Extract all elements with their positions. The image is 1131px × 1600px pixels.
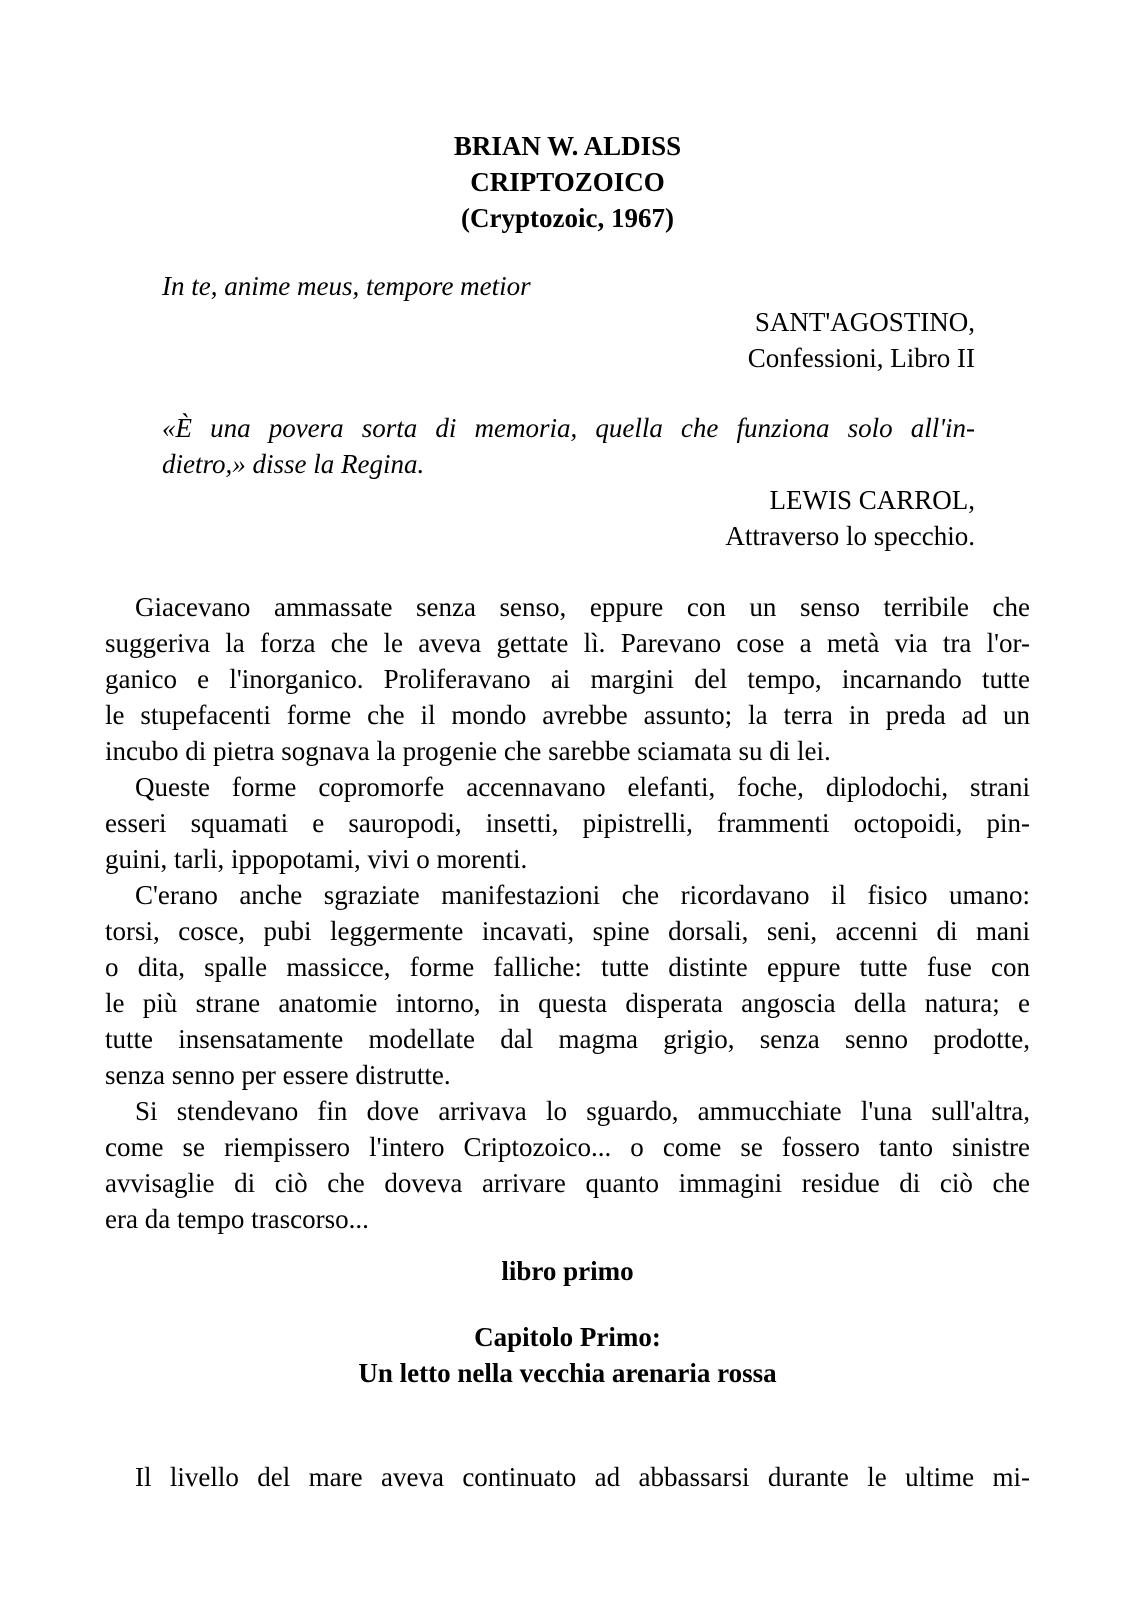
text-line: Si stendevano fin dove arrivava lo sguardo, ammucchiate l'una sull'altra, xyxy=(135,1096,1030,1126)
text-line: suggeriva la forza che le aveva gettate lì. Parevano cose a metà via tra l'or- xyxy=(105,628,1030,658)
paragraph xyxy=(105,877,1030,1093)
text-line: LEWIS CARROL, xyxy=(769,485,975,515)
paragraph xyxy=(105,589,1030,769)
text-line: Giacevano ammassate senza senso, eppure con un senso terribile che xyxy=(135,592,1030,622)
text-line: avvisaglie di ciò che doveva arrivare quanto immagini residue di ciò che xyxy=(105,1168,1030,1198)
text-line: C'erano anche sgraziate manifestazioni che ricordavano il fisico umano: xyxy=(135,880,1030,910)
text-line: In te, anime meus, tempore metior xyxy=(162,271,531,301)
paragraph xyxy=(105,1093,1030,1237)
text-line: o dita, spalle massicce, forme falliche: tutte distinte eppure tutte fuse con xyxy=(105,952,1030,982)
book-section-heading: libro primo xyxy=(501,1256,634,1286)
text-line: tutte insensatamente modellate dal magma grigio, senza senno prodotte, xyxy=(105,1024,1030,1054)
text-line: dietro,» disse la Regina. xyxy=(162,449,425,479)
paragraph xyxy=(105,769,1030,877)
text-line: senza senno per essere distrutte. xyxy=(105,1060,451,1090)
epigraph-carroll xyxy=(105,410,1030,554)
epigraph-quote xyxy=(162,410,975,482)
text-line: le più strane anatomie intorno, in questa disperata angoscia della natura; e xyxy=(105,988,1030,1018)
author-line: BRIAN W. ALDISS xyxy=(453,131,682,161)
chapter-opening-text xyxy=(105,1459,1030,1495)
prologue-text xyxy=(105,589,1030,1237)
text-line: Il livello del mare aveva continuato ad abbassarsi durante le ultime mi- xyxy=(135,1462,1030,1492)
epigraph-attribution xyxy=(105,482,975,554)
epigraph-augustine xyxy=(105,268,1030,376)
book-title: CRIPTOZOICO xyxy=(470,167,665,197)
text-line: SANT'AGOSTINO, xyxy=(754,307,975,337)
text-line: Attraverso lo specchio. xyxy=(725,521,975,551)
text-line: Queste forme copromorfe accennavano elefanti, foche, diplodochi, strani xyxy=(135,772,1030,802)
text-line: esseri squamati e sauropodi, insetti, pipistrelli, frammenti octopoidi, pin- xyxy=(105,808,1030,838)
text-line: guini, tarli, ippopotami, vivi o morenti. xyxy=(105,844,528,874)
text-line: «È una povera sorta di memoria, quella che funziona solo all'in- xyxy=(162,413,975,443)
text-line: le stupefacenti forme che il mondo avrebbe assunto; la terra in preda ad un xyxy=(105,700,1030,730)
paragraph xyxy=(105,1459,1030,1495)
text-line: era da tempo trascorso... xyxy=(105,1204,369,1234)
epigraph-attribution xyxy=(105,304,975,376)
chapter-heading xyxy=(105,1319,1030,1391)
title-block xyxy=(105,128,1030,236)
epigraph-quote xyxy=(162,268,975,304)
original-title: (Cryptozoic, 1967) xyxy=(461,203,674,233)
text-line: Confessioni, Libro II xyxy=(747,343,975,373)
text-line: incubo di pietra sognava la progenie che sarebbe sciamata su di lei. xyxy=(105,736,831,766)
text-line: Capitolo Primo: xyxy=(474,1322,661,1352)
text-line: Un letto nella vecchia arenaria rossa xyxy=(358,1358,777,1388)
text-line: torsi, cosce, pubi leggermente incavati, spine dorsali, seni, accenni di mani xyxy=(105,916,1030,946)
text-line: come se riempissero l'intero Criptozoico... o come se fossero tanto sinistre xyxy=(105,1132,1030,1162)
text-line: ganico e l'inorganico. Proliferavano ai margini del tempo, incarnando tutte xyxy=(105,664,1030,694)
